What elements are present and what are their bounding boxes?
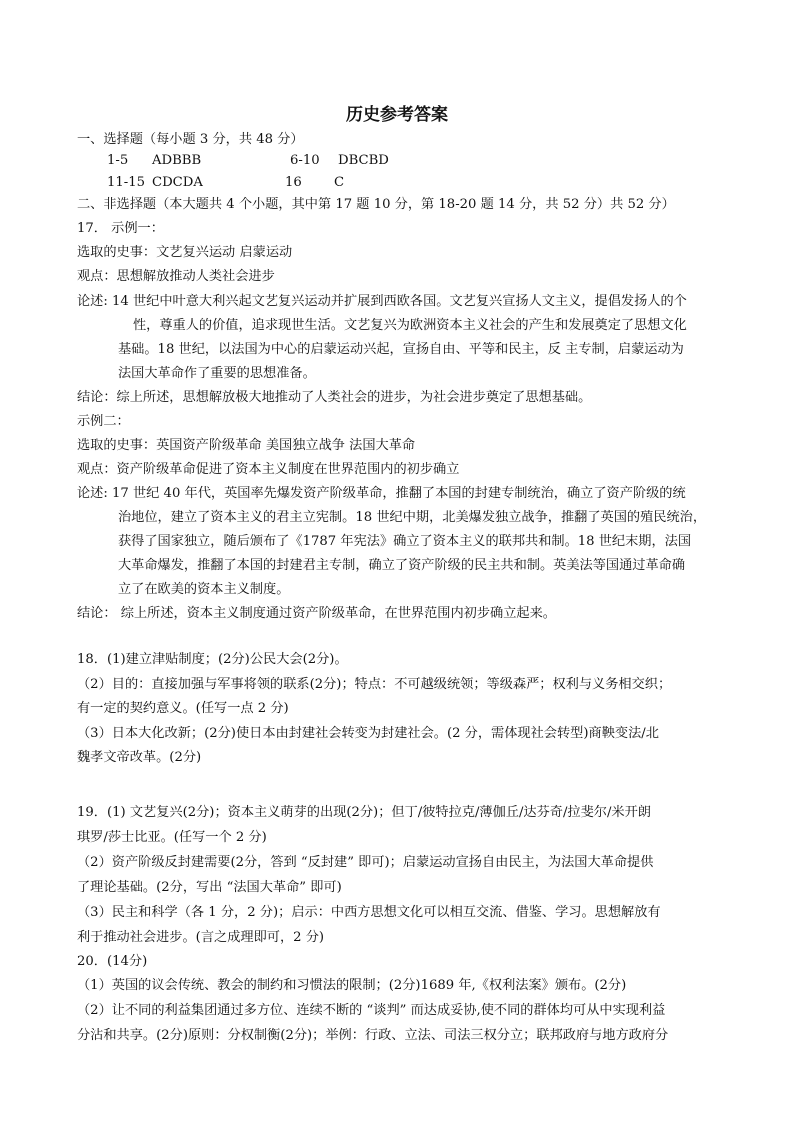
q17-ex1-argument: 论述: 14 世纪中叶意大利兴起文艺复兴运动并扩展到西欧各国。文艺复兴宣扬人文主义，提倡发扬人的个 [77, 294, 687, 309]
q20-line: 分沾和共享。(2分)原则：分权制衡(2分)；举例：行政、立法、司法三权分立；联邦政府与地方政府分 [77, 1028, 669, 1043]
mc-range: 11-15 [107, 175, 146, 190]
q17-ex1-argument: 性，尊重人的价值，追求现世生活。文艺复兴为欧洲资本主义社会的产生和发展奠定了思想文化 [133, 318, 687, 333]
q19-line: 19．(1) 文艺复兴(2分)；资本主义萌芽的出现(2分)；但丁/彼特拉克/薄伽丘/达芬奇/拉斐尔/米开朗 [77, 805, 651, 820]
q19-line: （2）资产阶级反封建需要(2分，答到 “反封建” 即可)；启蒙运动宣扬自由民主，为法国大革命提供 [77, 855, 654, 870]
q18-line: 魏孝文帝改革。(2分) [77, 750, 202, 765]
q17-ex2-argument: 大革命爆发，推翻了本国的封建君主专制，确立了资产阶级的民主共和制。英美法等国通过革命确 [118, 558, 686, 573]
q17-ex1-argument: 法国大革命作了重要的思想准备。 [118, 366, 316, 381]
q17-ex2-conclusion: 结论： 综上所述，资本主义制度通过资产阶级革命，在世界范围内初步确立起来。 [77, 606, 556, 621]
q18-line: 有一定的契约意义。(任写一点 2 分) [77, 701, 289, 716]
q19-line: 利于推动社会进步。(言之成理即可，2 分) [77, 930, 325, 945]
page-title: 历史参考答案 [346, 105, 448, 125]
q19-line: 了理论基础。(2分，写出 “法国大革命” 即可) [77, 880, 342, 895]
q19-line: 琪罗/莎士比亚。(任写一个 2 分) [77, 830, 267, 845]
q17-ex2-argument: 论述: 17 世纪 40 年代，英国率先爆发资产阶级革命，推翻了本国的封建专制统治，确立了资产阶级的统 [77, 486, 686, 501]
q17-ex1-events: 选取的史事：文艺复兴运动 启蒙运动 [77, 245, 293, 260]
mc-answers: CDCDA [152, 175, 203, 190]
q17-ex2-view: 观点：资产阶级革命促进了资本主义制度在世界范围内的初步确立 [77, 462, 460, 477]
mc-range: 6-10 [290, 153, 320, 168]
q19-line: （3）民主和科学（各 1 分，2 分)；启示：中西方思想文化可以相互交流、借鉴、学习。思想解放有 [77, 905, 661, 920]
q18-line: 18．(1)建立津贴制度；(2分)公民大会(2分)。 [77, 652, 348, 667]
q17-ex2-argument: 立了在欧美的资本主义制度。 [118, 582, 290, 597]
q17-number: 17． 示例一： [77, 221, 164, 236]
q17-ex2-label: 示例二： [77, 414, 130, 429]
q20-line: 20．(14分) [77, 954, 148, 969]
mc-range: 16 [285, 175, 302, 190]
part2-heading: 二、非选择题（本大题共 4 个小题，其中第 17 题 10 分，第 18-20 题 14 分，共 52 分）共 52 分） [77, 197, 675, 212]
q20-line: （1）英国的议会传统、教会的制约和习惯法的限制；(2分)1689 年,《权利法案》颁布。(2分) [77, 978, 627, 993]
q17-ex2-events: 选取的史事：英国资产阶级革命 美国独立战争 法国大革命 [77, 438, 416, 453]
q17-ex2-argument: 治地位，建立了资本主义的君主立宪制。18 世纪中期，北美爆发独立战争，推翻了英国的殖民统治， [118, 510, 707, 525]
mc-range: 1-5 [107, 153, 129, 168]
q18-line: （3）日本大化改新；(2分)使日本由封建社会转变为封建社会。(2 分，需体现社会转型)商鞅变法/北 [77, 726, 659, 741]
q17-ex1-argument: 基础。18 世纪，以法国为中心的启蒙运动兴起，宣扬自由、平等和民主，反 主专制，启蒙运动为 [118, 342, 684, 357]
q17-ex1-view: 观点：思想解放推动人类社会进步 [77, 269, 275, 284]
mc-answers: DBCBD [338, 153, 389, 168]
part1-heading: 一、选择题（每小题 3 分，共 48 分） [77, 132, 304, 147]
q17-ex2-argument: 获得了国家独立，随后颁布了《1787 年宪法》确立了资本主义的联邦共和制。18 世纪末期，法国 [118, 534, 692, 549]
q17-ex1-conclusion: 结论：综上所述，思想解放极大地推动了人类社会的进步，为社会进步奠定了思想基础。 [77, 390, 592, 405]
q20-line: （2）让不同的利益集团通过多方位、连续不断的 “谈判” 而达成妥协,使不同的群体均可从中实现利益 [77, 1003, 666, 1018]
mc-answers: ADBBB [152, 153, 202, 168]
mc-answers: C [334, 175, 345, 190]
q18-line: （2）目的：直接加强与军事将领的联系(2分)；特点：不可越级统领；等级森严；权利与义务相交织； [77, 677, 672, 692]
